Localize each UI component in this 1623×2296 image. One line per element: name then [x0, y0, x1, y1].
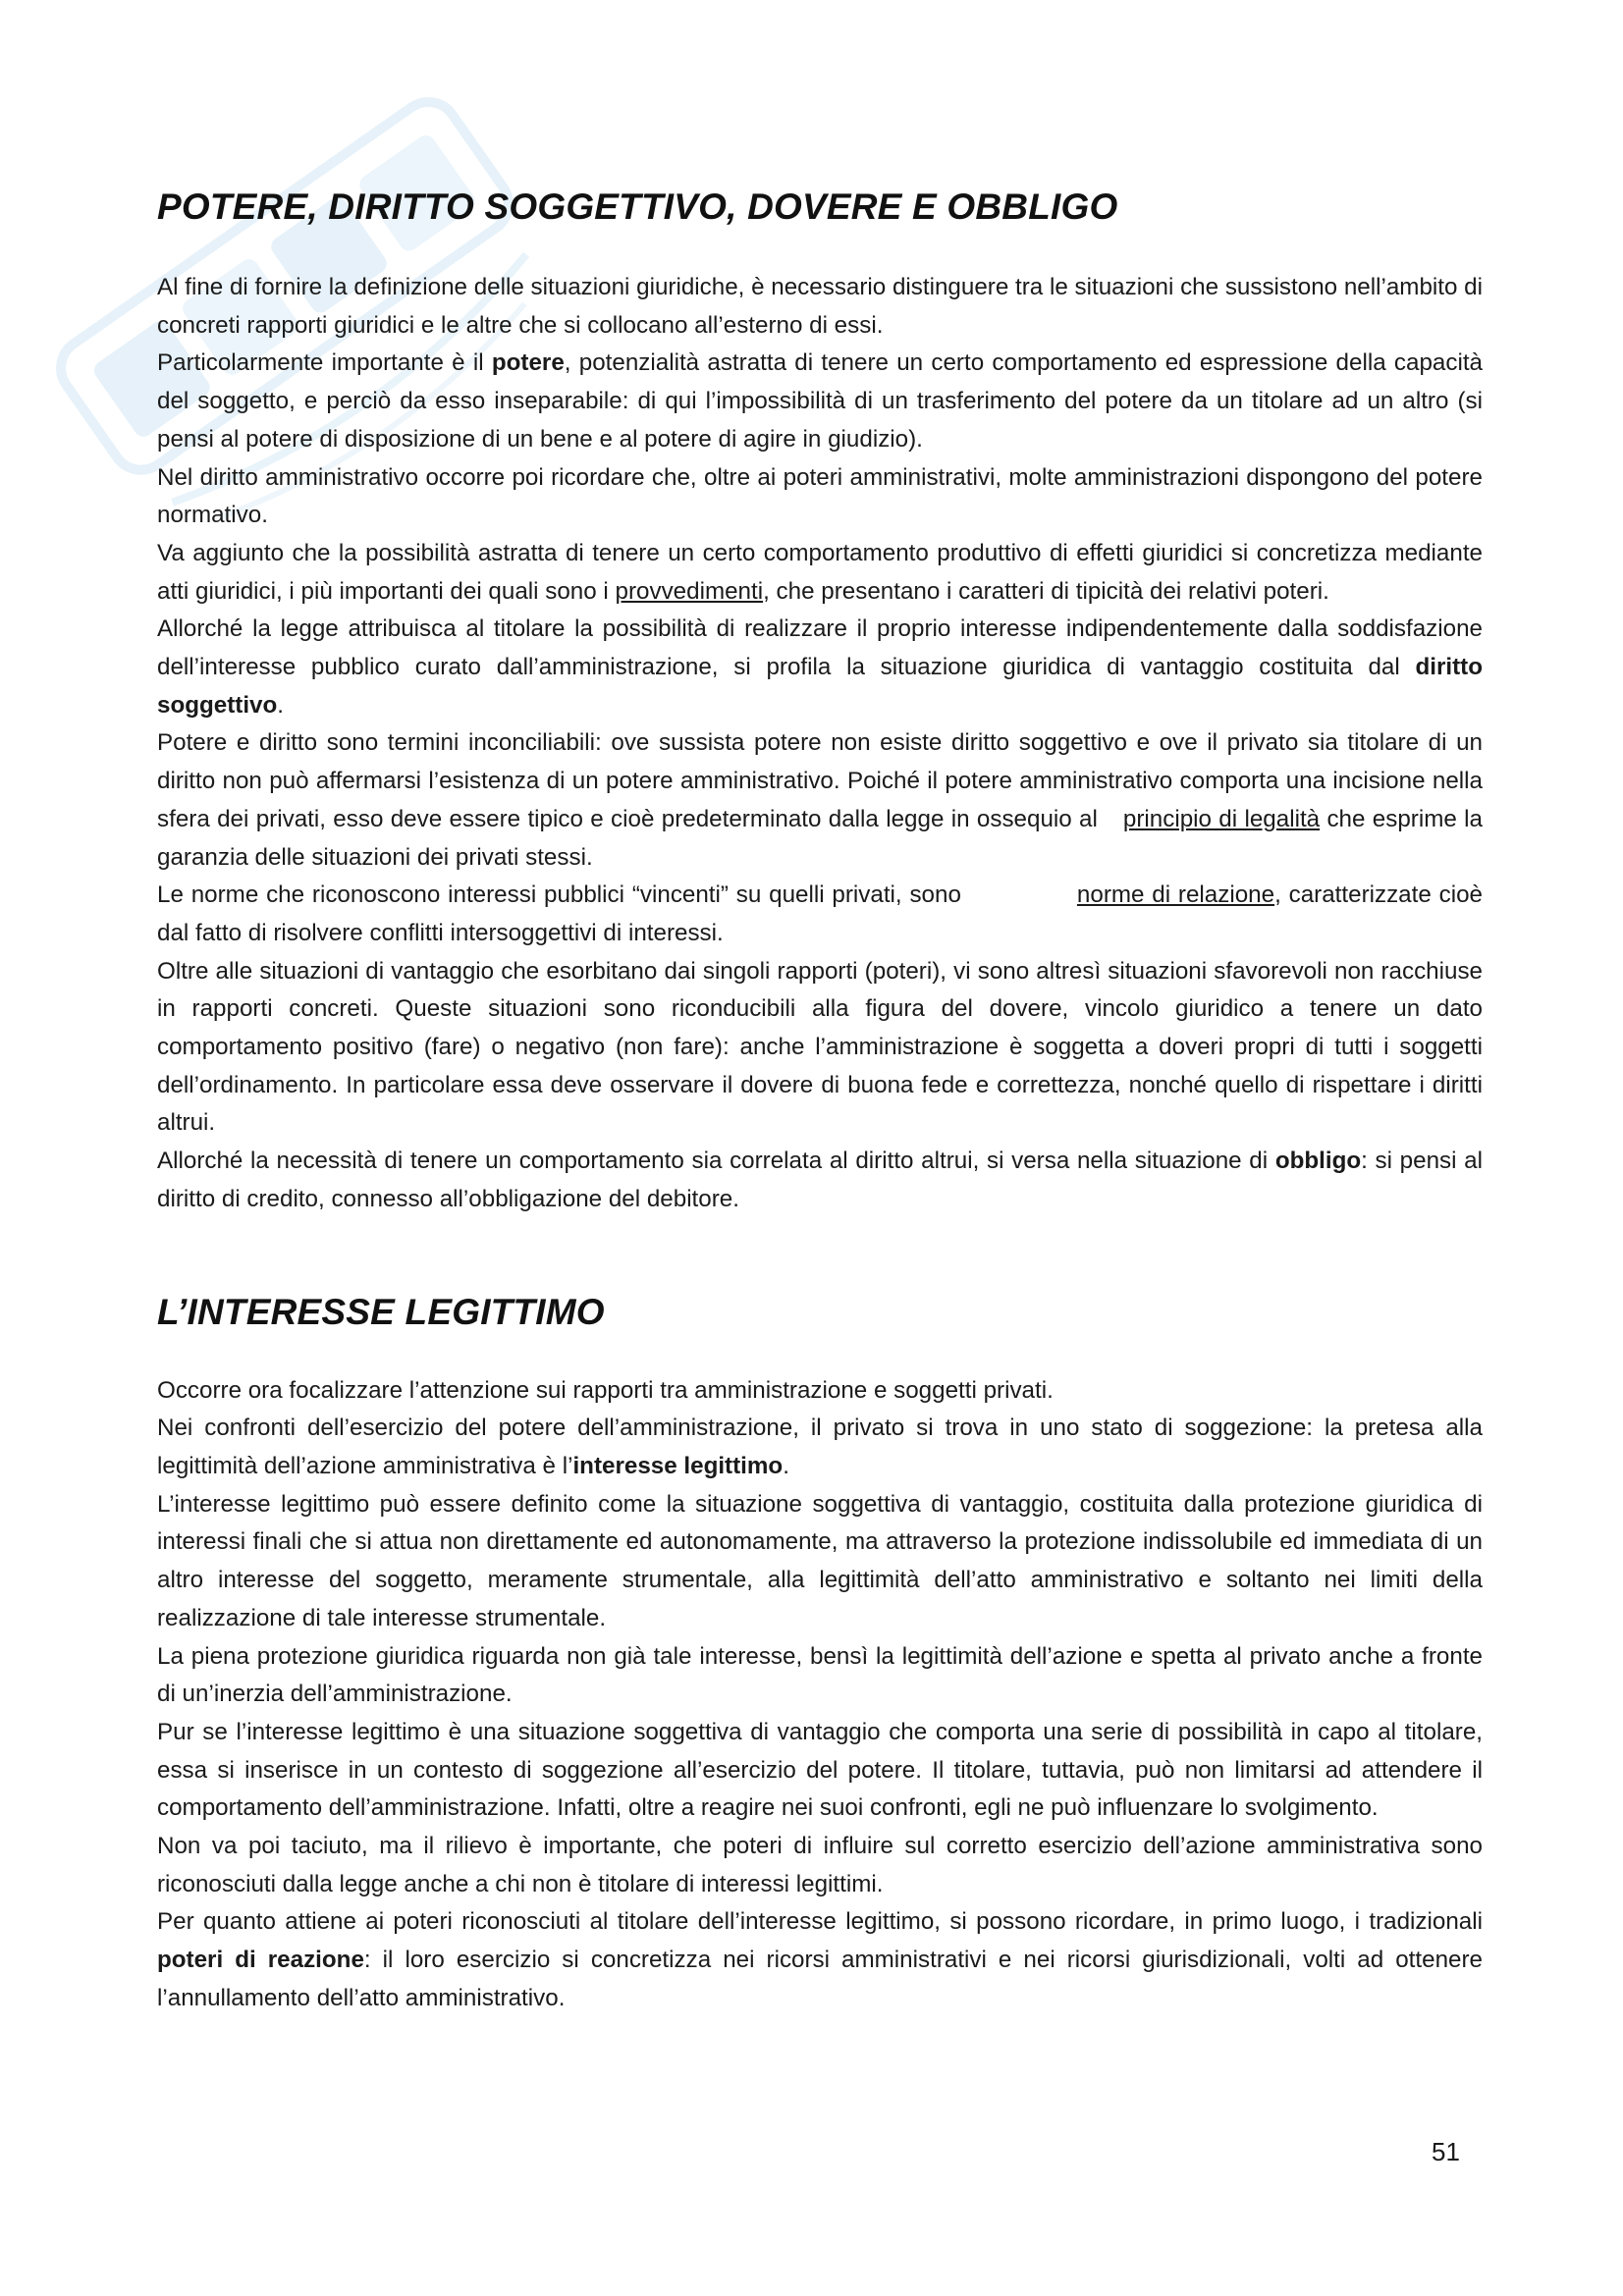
paragraph-text: L’interesse legittimo può essere definito come la situazione soggettiva di vantaggio, costituita dalla protezione giuridica di interessi finali che si attua non direttamente ed autonomamente, ma attraverso la protezione indissolubile ed immediata di un altro interesse del soggetto, meramente strumentale, alla legittimità dell’atto amministrativo e soltanto nei limiti della realizzazione di tale interesse strumentale.	[157, 1490, 1483, 1631]
paragraph	[157, 877, 1483, 952]
paragraph	[157, 1714, 1483, 1828]
paragraph	[157, 611, 1483, 724]
section-title-interesse-legittimo: L’INTERESSE LEGITTIMO	[157, 1291, 605, 1332]
paragraph	[157, 1143, 1483, 1218]
paragraph-text: , potenzialità astratta di tenere un certo comportamento ed espressione della capacità del soggetto, e perciò da esso inseparabile: di qui l’impossibilità di un trasferimento del potere da un titolare ad un altro (si pensi al potere di disposizione di un bene e al potere di agire in giudizio).	[157, 349, 1483, 453]
bold-term-obbligo: obbligo	[1274, 1148, 1362, 1175]
bold-term-interesse-legittimo: interesse legittimo	[572, 1452, 784, 1479]
paragraph-text: Potere e diritto sono termini inconciliabili: ove sussista potere non esiste diritto soggettivo e ove il privato sia titolare di un diritto non può affermarsi l’esistenza di un potere amministrativo. Poiché il potere amministrativo comporta una incisione nella sfera dei privati, esso deve essere tipico e cioè predeterminato dalla legge in ossequio al	[157, 729, 1483, 832]
paragraph-text: Nei confronti dell’esercizio del potere dell’amministrazione, il privato si trova in uno stato di soggezione: la pretesa alla legittimità dell’azione amministrativa è l’	[157, 1415, 1483, 1479]
paragraph-text: Va aggiunto che la possibilità astratta di tenere un certo comportamento produttivo di effetti giuridici si concretizza mediante atti giuridici, i più importanti dei quali sono i	[157, 539, 1483, 605]
paragraph-text: Per quanto attiene ai poteri riconosciuti al titolare dell’interesse legittimo, si possono ricordare, in primo luogo, i tradizionali	[157, 1908, 1483, 1936]
bold-term-diritto-soggettivo: diritto soggettivo	[157, 654, 1483, 719]
paragraph	[157, 535, 1483, 611]
underlined-term-principio-di-legalita: principio di legalità	[1122, 805, 1321, 832]
underlined-term-norme-di-relazione: norme di relazione	[1076, 881, 1275, 909]
paragraph-text: : il loro esercizio si concretizza nei ricorsi amministrativi e nei ricorsi giurisdizionali, volti ad ottenere l’annullamento dell’atto amministrativo.	[157, 1947, 1483, 2011]
paragraph	[157, 345, 1483, 458]
paragraph	[157, 269, 1483, 345]
document-page	[157, 187, 1483, 2018]
section-body-interesse-legittimo	[157, 1372, 1483, 2018]
paragraph	[157, 1410, 1483, 1485]
paragraph	[157, 1638, 1483, 1714]
paragraph-text: Pur se l’interesse legittimo è una situazione soggettiva di vantaggio che comporta una serie di possibilità in capo al titolare, essa si inserisce in un contesto di soggezione all’esercizio del potere. Il titolare, tuttavia, può non limitarsi ad attendere il comportamento dell’amministrazione. Infatti, oltre a reagire nei suoi confronti, egli ne può influenzare lo svolgimento.	[157, 1718, 1483, 1822]
paragraph-text: , che presentano i caratteri di tipicità dei relativi poteri.	[763, 577, 1329, 605]
bold-term-potere: potere	[491, 349, 565, 377]
paragraph	[157, 953, 1483, 1144]
paragraph	[157, 1486, 1483, 1638]
paragraph-text: che esprime la garanzia delle situazioni dei privati stessi.	[157, 805, 1483, 871]
paragraph-text: : si pensi al diritto di credito, connesso all’obbligazione del debitore.	[157, 1148, 1483, 1212]
paragraph-text: Oltre alle situazioni di vantaggio che esorbitano dai singoli rapporti (poteri), vi sono altresì situazioni sfavorevoli non racchiuse in rapporti concreti. Queste situazioni sono riconducibili alla figura del dovere, vincolo giuridico a tenere un dato comportamento positivo (fare) o negativo (non fare): anche l’amministrazione è soggetta a doveri propri di tutti i soggetti dell’ordinamento. In particolare essa deve osservare il dovere di buona fede e correttezza, nonché quello di rispettare i diritti altrui.	[157, 957, 1483, 1137]
bold-term-poteri-di-reazione: poteri di reazione	[157, 1947, 364, 1974]
section-body-potere	[157, 269, 1483, 1219]
paragraph-text: Al fine di fornire la definizione delle situazioni giuridiche, è necessario distinguere tra le situazioni che sussistono nell’ambito di concreti rapporti giuridici e le altre che si collocano all’esterno di essi.	[157, 274, 1483, 339]
paragraph	[157, 1903, 1483, 2017]
paragraph-text: Le norme che riconoscono interessi pubblici “vincenti” su quelli privati, sono	[157, 881, 961, 909]
paragraph-text: Allorché la necessità di tenere un comportamento sia correlata al diritto altrui, si versa nella situazione di	[157, 1148, 1275, 1175]
paragraph	[157, 1828, 1483, 1903]
paragraph	[157, 1372, 1483, 1411]
paragraph	[157, 459, 1483, 535]
paragraph-text: Allorché la legge attribuisca al titolare la possibilità di realizzare il proprio interesse indipendentemente dalla soddisfazione dell’interesse pubblico curato dall’amministrazione, si profila la situazione giuridica di vantaggio costituita dal	[157, 615, 1483, 681]
paragraph-text: .	[783, 1452, 789, 1479]
underlined-term-provvedimenti: provvedimenti	[615, 577, 764, 605]
paragraph-text: , caratterizzate cioè dal fatto di risolvere conflitti intersoggettivi di interessi.	[157, 881, 1483, 946]
paragraph-text: Occorre ora focalizzare l’attenzione sui rapporti tra amministrazione e soggetti privati.	[157, 1376, 1054, 1404]
paragraph-text: .	[277, 691, 285, 719]
paragraph-text: Non va poi taciuto, ma il rilievo è importante, che poteri di influire sul corretto esercizio dell’azione amministrativa sono riconosciuti dalla legge anche a chi non è titolare di interessi legittimi.	[157, 1833, 1483, 1897]
paragraph-text: Nel diritto amministrativo occorre poi ricordare che, oltre ai poteri amministrativi, molte amministrazioni dispongono del potere normativo.	[157, 463, 1483, 529]
page-number: 51	[1432, 2137, 1460, 2166]
section-title-potere: POTERE, DIRITTO SOGGETTIVO, DOVERE E OBBLIGO	[157, 187, 1118, 227]
paragraph-text: Particolarmente importante è il	[157, 349, 492, 377]
paragraph-text: La piena protezione giuridica riguarda non già tale interesse, bensì la legittimità dell’azione e spetta al privato anche a fronte di un’inerzia dell’amministrazione.	[157, 1642, 1483, 1708]
paragraph	[157, 724, 1483, 877]
